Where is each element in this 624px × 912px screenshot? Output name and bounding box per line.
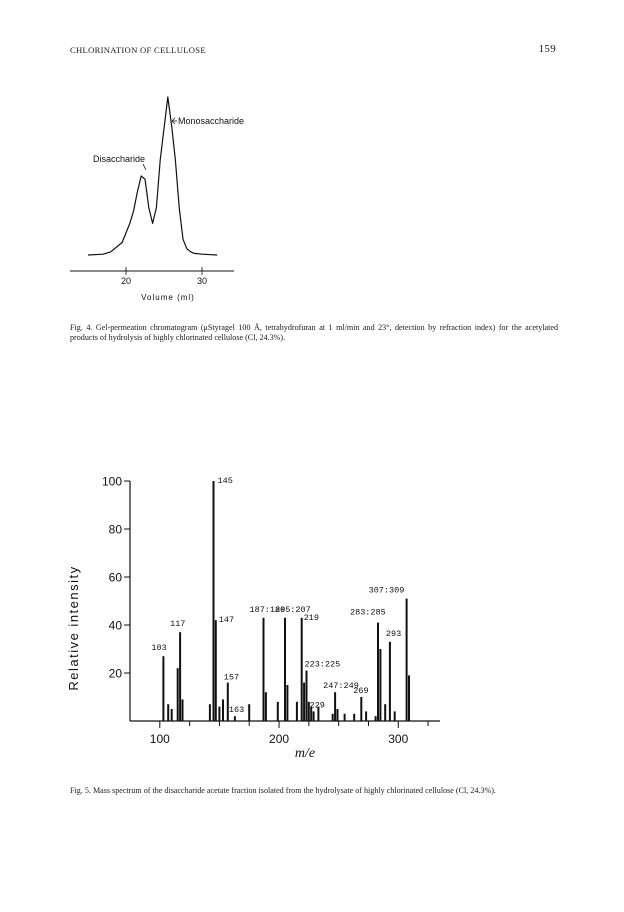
spectrum-peak	[227, 683, 229, 721]
peak-label: 145	[217, 476, 233, 486]
spectrum-peak	[301, 618, 303, 721]
monosaccharide-peak-label: Monosaccharide	[178, 116, 245, 126]
spectrum-peak	[377, 623, 379, 721]
spectrum-peak	[303, 683, 305, 721]
peak-label: 229	[309, 700, 325, 711]
spectrum-peak	[263, 618, 265, 721]
fig5-x-tick-label: 300	[388, 732, 409, 746]
spectrum-peak	[277, 702, 279, 721]
spectrum-peak	[406, 599, 408, 721]
fig5-y-tick-label: 80	[108, 522, 122, 537]
spectrum-peak	[286, 685, 288, 721]
fig4-x-tick-label: 20	[120, 276, 132, 286]
peak-label: 117	[170, 619, 186, 630]
spectrum-peak	[177, 668, 179, 721]
fig5-peak-labels	[151, 476, 404, 715]
spectrum-peak	[234, 716, 236, 721]
spectrum-peak	[334, 692, 336, 721]
spectrum-peak	[337, 709, 339, 721]
spectrum-peak	[344, 714, 346, 721]
fig5-y-axis-label: Relative intensity	[66, 565, 81, 691]
spectrum-peak	[179, 632, 181, 721]
spectrum-peak	[209, 704, 211, 721]
fig5-y-tick-label: 100	[101, 474, 122, 489]
spectrum-peak	[248, 704, 250, 721]
spectrum-peak	[213, 481, 215, 721]
spectrum-peak	[365, 711, 367, 721]
fig5-y-tick-label: 40	[108, 618, 122, 633]
spectrum-peak	[360, 697, 362, 721]
spectrum-peak	[218, 707, 220, 721]
fig5-x-tick-label: 200	[269, 732, 290, 746]
peak-label: 187:189	[249, 604, 286, 615]
spectrum-peak	[215, 620, 217, 721]
fig5-y-tick-label: 60	[108, 570, 122, 585]
figure-5-caption: Fig. 5. Mass spectrum of the disaccharide acetate fraction isolated from the hydrolysate of highly chlorinated cellulose (Cl, 24.3%).	[70, 786, 496, 795]
page-number: 159	[538, 43, 556, 55]
fig5-peaks	[162, 481, 410, 721]
spectrum-peak	[394, 711, 396, 721]
spectrum-peak	[162, 656, 164, 721]
peak-label: 103	[151, 643, 167, 654]
spectrum-peak	[408, 675, 410, 721]
fig5-x-tick-label: 100	[149, 732, 170, 746]
spectrum-peak	[284, 618, 286, 721]
spectrum-peak	[171, 709, 173, 721]
spectrum-peak	[182, 699, 184, 721]
running-title: CHLORINATION OF CELLULOSE	[70, 45, 206, 55]
spectrum-peak	[296, 702, 298, 721]
peak-label: 307:309	[368, 585, 405, 596]
fig4-x-tick-label: 30	[196, 276, 208, 286]
spectrum-peak	[353, 714, 355, 721]
peak-label: 147	[218, 615, 235, 626]
spectrum-peak	[389, 642, 391, 721]
peak-label: 283:285	[350, 607, 386, 618]
peak-label: 219	[303, 612, 320, 623]
peak-label: 205:207	[275, 604, 311, 615]
spectrum-peak	[332, 714, 334, 721]
peak-label: 247:249	[323, 681, 359, 692]
peak-label: 163	[228, 705, 245, 716]
peak-label: 293	[385, 628, 402, 639]
fig5-x-axis-label: m/e	[294, 746, 316, 761]
spectrum-peak	[379, 649, 381, 721]
spectrum-peak	[167, 704, 169, 721]
spectrum-peak	[313, 711, 315, 721]
spectrum-peak	[384, 704, 386, 721]
figure-4-caption: Fig. 4. Gel-permeation chromatogram (μStyragel 100 Å, tetrahydrofuran at 1 ml/min and 23°, detection by refraction index) for the acetylated products of hydrolysis of highly chlorinated cellulose (Cl, 24.3%).	[70, 323, 558, 343]
spectrum-peak	[222, 699, 224, 721]
spectrum-peak	[265, 692, 267, 721]
spectrum-peak	[306, 671, 308, 721]
spectrum-peak	[375, 716, 377, 721]
disaccharide-peak-label: Disaccharide	[93, 154, 146, 164]
peak-label: 223:225	[304, 659, 341, 670]
peak-label: 157	[223, 672, 240, 683]
fig5-y-tick-label: 20	[108, 666, 122, 681]
peak-label: 269	[353, 686, 369, 696]
fig4-x-axis-label: Volume (ml)	[141, 293, 195, 302]
